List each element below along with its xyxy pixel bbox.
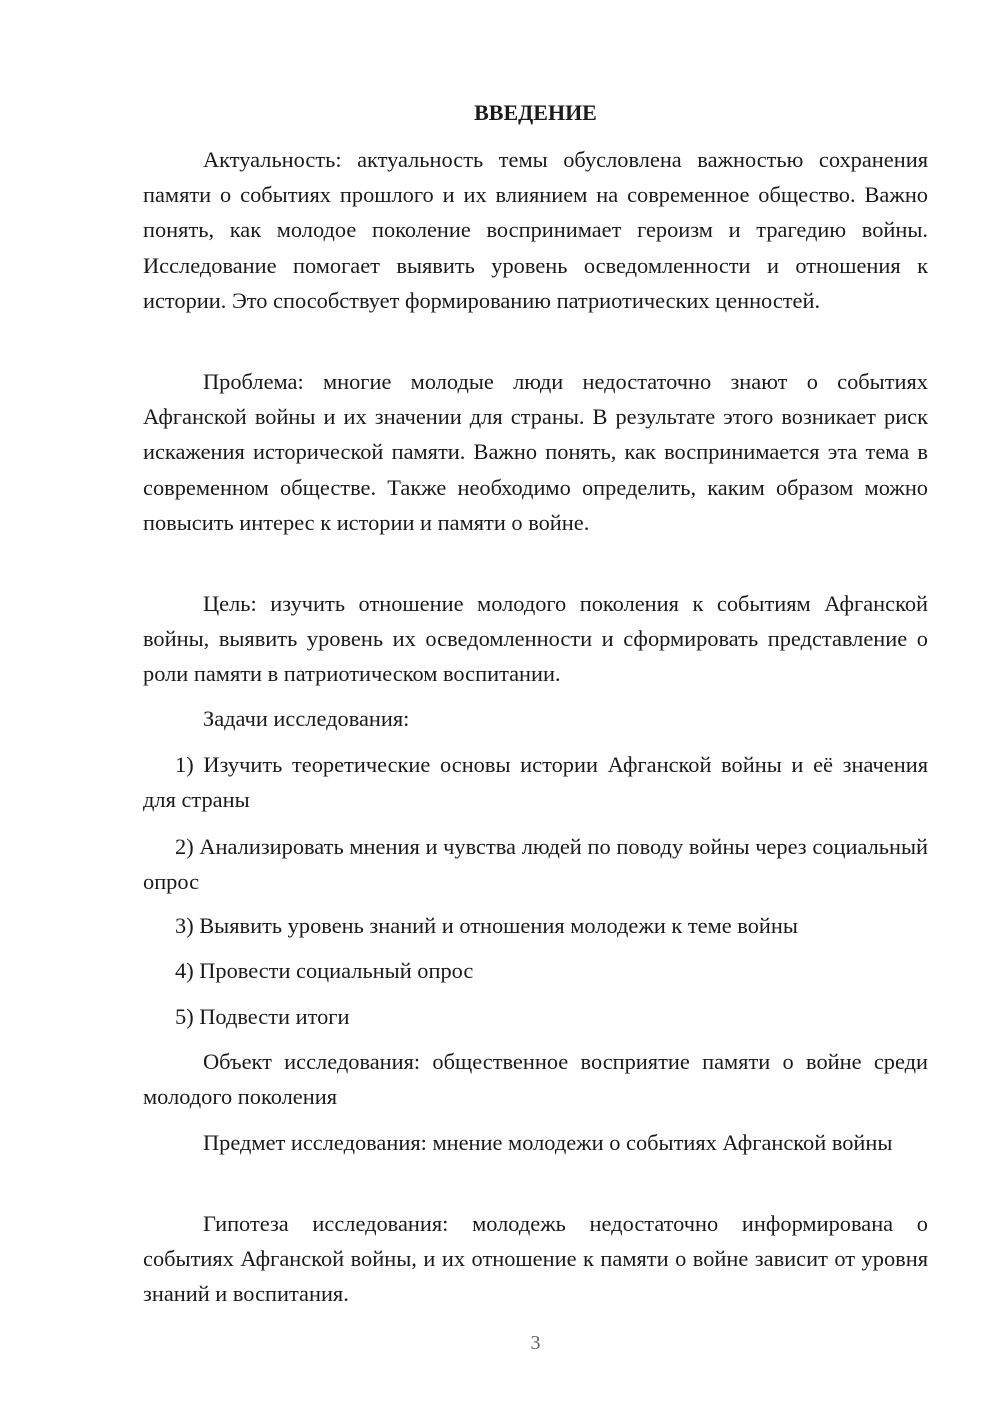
task-item-1: 1) Изучить теоретические основы истории Афганской войны и её значения для страны (143, 752, 928, 813)
relevance-paragraph: Актуальность: актуальность темы обусловлена важностью сохранения памяти о событиях прошлого и их влиянием на современное общество. Важно понять, как молодое поколение воспринимает героизм и трагедию войны. Исследование помогает выявить уровень осведомленности и отношения к истории. Это способствует формированию патриотических ценностей. (143, 147, 928, 313)
section-heading: ВВЕДЕНИЕ (474, 100, 597, 125)
subject-paragraph: Предмет исследования: мнение молодежи о событиях Афганской войны (203, 1130, 893, 1155)
document-page (143, 0, 928, 1414)
hypothesis-paragraph: Гипотеза исследования: молодежь недостаточно информирована о событиях Афганской войны, и их отношение к памяти о войне зависит от уровня знаний и воспитания. (143, 1211, 928, 1307)
object-paragraph: Объект исследования: общественное восприятие памяти о войне среди молодого поколения (143, 1049, 928, 1110)
task-item-5: 5) Подвести итоги (175, 1004, 350, 1029)
problem-paragraph: Проблема: многие молодые люди недостаточно знают о событиях Афганской войны и их значении для страны. В результате этого возникает риск искажения исторической памяти. Важно понять, как воспринимается эта тема в современном обществе. Также необходимо определить, каким образом можно повысить интерес к истории и памяти о войне. (143, 369, 928, 535)
goal-paragraph: Цель: изучить отношение молодого поколения к событиям Афганской войны, выявить уровень их осведомленности и сформировать представление о роли памяти в патриотическом воспитании. (143, 591, 928, 687)
tasks-title: Задачи исследования: (203, 706, 410, 731)
task-item-2: 2) Анализировать мнения и чувства людей по поводу войны через социальный опрос (143, 834, 928, 895)
page-number: 3 (530, 1332, 541, 1354)
task-item-4: 4) Провести социальный опрос (175, 958, 474, 983)
task-item-3: 3) Выявить уровень знаний и отношения молодежи к теме войны (175, 913, 798, 938)
